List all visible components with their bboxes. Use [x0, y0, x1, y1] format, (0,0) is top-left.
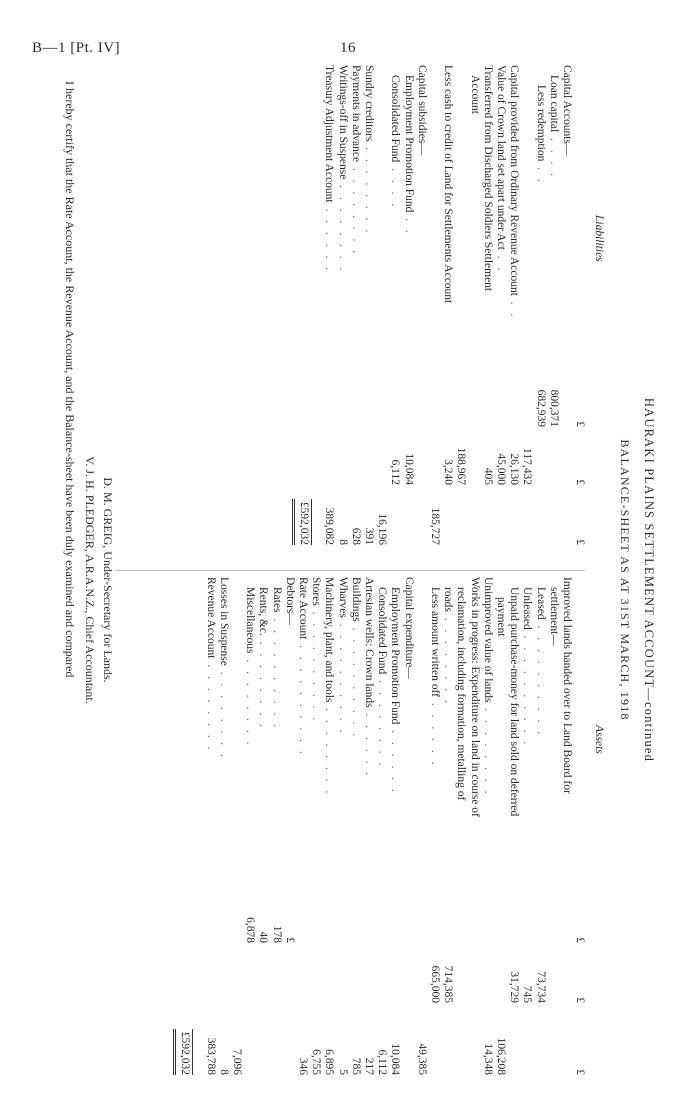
ledger-amount: 40 [257, 931, 270, 943]
leader-dots: . . . . . . . . [336, 179, 349, 274]
ledger-amount: 3,240 [442, 459, 455, 485]
leader-dots: . . . . . . . . [363, 141, 375, 236]
column-head-pound: £ [574, 1069, 587, 1075]
ledger-amount: 49,385 [415, 1043, 428, 1075]
ledger-row-label: Capital Accounts— [561, 65, 573, 156]
ledger-row-label: Employment Promotion Fund . . . . . . [389, 587, 402, 795]
ledger-row-label: Payments in advance . . . . . . . . [349, 65, 362, 257]
signature-under-secretary: D. M. GREIG, Under-Secretary for Lands. [101, 477, 115, 683]
ledger-row-label: Unpaid purchase-money for land sold on deferred [508, 587, 521, 817]
ledger-row-label: Miscellaneous . . . . . . . . [244, 587, 257, 748]
ledger-amount: 7,096 [231, 1049, 243, 1075]
ledger-row-label: Less amount written off . . . . . . [429, 587, 441, 768]
leader-dots: . . . . [547, 132, 560, 180]
leader-dots: . . . . . . [323, 202, 336, 274]
ledger-amount: £ [283, 937, 296, 943]
column-head-pound: £ [574, 997, 587, 1003]
certificate-line: I hereby certify that the Rate Account, the Revenue Account, and the Balance-sheet have been duly examined and compared [63, 81, 77, 678]
ledger-row-label: Consolidated Fund . . . . [389, 75, 402, 210]
ledger-amount: 31,729 [508, 971, 521, 1003]
total-rule [192, 1029, 193, 1075]
auditor-certificate [62, 65, 77, 1095]
leader-dots: . . . . . . . . . . [270, 612, 283, 731]
ledger-row-label: Losses in Suspense . . . . . . . . [217, 577, 230, 760]
ledger-row-label: Works in progress: Expenditure on land in course of [468, 577, 481, 817]
leader-dots: . . . . . . . . [204, 658, 217, 753]
leader-dots: . . . . . . . . . . [521, 629, 534, 748]
ledger-amount: 6,755 [310, 1049, 323, 1075]
leader-dots: . . [402, 212, 415, 236]
leader-dots: . . [495, 249, 507, 274]
ledger-amount: 106,208 [495, 1037, 507, 1075]
rotated-balance-sheet [45, 65, 655, 1095]
ledger-amount: 178 [270, 925, 283, 943]
ledger-row-label: Consolidated Fund . . . . . . . . [376, 587, 389, 769]
ledger-amount: 73,734 [534, 971, 547, 1003]
balance-total: £592,032 [298, 501, 311, 545]
leader-dots: . . . . . . . . [349, 162, 362, 257]
ledger-amount: 785 [349, 1057, 362, 1075]
leader-dots: . . . . [389, 162, 402, 210]
page-number: 16 [340, 40, 356, 56]
ledger-row-label: Debtors— [283, 577, 296, 625]
ledger-amount: 383,788 [204, 1037, 217, 1075]
leader-dots: . . . . . . . . . . [336, 617, 349, 736]
leader-dots: . . . . . . . . [442, 611, 455, 706]
leader-dots: . . [508, 295, 521, 320]
ledger-amount: 117,432 [521, 448, 534, 485]
ledger-amount: 5 [336, 1069, 349, 1075]
leader-dots: . . [534, 161, 547, 185]
ledger-row-label: Writings-off in Suspense . . . . . . . . [336, 65, 349, 274]
ledger-row-label: Machinery, plant, and tools . . . . . . . . [323, 577, 336, 797]
ledger-row-label: payment [495, 597, 507, 637]
assets-heading: Assets [593, 725, 605, 754]
ledger-row-label: settlement— [547, 587, 560, 646]
ledger-amount: 389,082 [323, 507, 336, 545]
ledger-row-label: Stores . . . . . . . . . . [310, 577, 323, 724]
ledger-amount: 8 [217, 1069, 230, 1075]
leader-dots: . . . . . . . . [217, 665, 230, 760]
ledger-amount: 405 [481, 467, 494, 485]
leader-dots: . . . . . . . . . . [297, 639, 309, 757]
total-double-rule [292, 499, 295, 545]
ledger-row-label: Sundry creditors . . . . . . . . [363, 65, 375, 236]
ledger-row-label: Loan capital . . . . [547, 75, 560, 180]
liabilities-heading: Liabilities [593, 215, 605, 262]
ledger-amount: 185,727 [429, 507, 441, 545]
ledger-amount: 346 [297, 1057, 309, 1075]
ledger-row-label: Transferred from Discharged Soldiers Settlement [481, 65, 494, 292]
ledger-amount: 26,130 [508, 453, 521, 485]
leader-dots: . . . . . . . . . . [349, 621, 362, 740]
page-reference: B—1 [Pt. IV] [32, 40, 121, 56]
ledger-amount: 16,196 [376, 513, 389, 545]
leader-dots: . . . . . . . . [244, 653, 257, 748]
ledger-row-label: Rents, &c. . . . . . . . . [257, 587, 270, 730]
ledger-row-label: Capital expenditure— [402, 577, 415, 679]
ledger-amount: 628 [349, 527, 362, 545]
document-subtitle: BALANCE-SHEET AS AT 31ST MARCH, 1918 [618, 439, 632, 721]
ledger-row-label: Leased . . . . . . . . . . [534, 587, 547, 738]
ledger-row-label: Employment Promotion Fund . . [402, 75, 415, 236]
ledger-amount: 45,000 [495, 453, 507, 485]
ledger-row-label: Rate Account . . . . . . . . . . [297, 577, 309, 757]
ledger-row-label: Improved lands handed over to Land Board for [561, 577, 573, 794]
leader-dots: . . . . . . . . [257, 635, 270, 730]
leader-dots: . . . . . . [363, 707, 375, 779]
leader-dots: . . . . . . . . [376, 674, 389, 769]
ledger-amount: 10,084 [389, 1043, 402, 1075]
ledger-amount: 391 [363, 527, 375, 545]
column-head-pound: £ [574, 539, 587, 545]
column-head-pound: £ [574, 479, 587, 485]
ledger-amount: 14,348 [481, 1043, 494, 1075]
ledger-row-label: Less redemption . . [534, 85, 547, 185]
column-head-pound: £ [574, 421, 587, 427]
ledger-amount: 8 [336, 539, 349, 545]
leader-dots: . . . . . . . . . . [310, 605, 323, 724]
ledger-row-label: Capital subsidies— [415, 65, 428, 155]
ledger-row-label: Artesian wells: Crown lands . . . . . . [363, 577, 375, 779]
ledger-row-label: Unimproved value of lands . . . . . . . . [481, 577, 494, 797]
ledger-row-label: reclamation, including formation, metalling of [455, 587, 468, 801]
ledger-row-label: Unleased . . . . . . . . . . [521, 587, 534, 748]
ledger-amount: 188,967 [455, 447, 468, 485]
ledger-row-label: Wharves . . . . . . . . . . [336, 577, 349, 736]
signature-chief-accountant: V. J. H. PLEDGER, A.R.A.N.Z., Chief Accountant. [83, 456, 97, 704]
ledger-amount: 665,000 [429, 965, 441, 1003]
total-double-rule [173, 1029, 176, 1075]
ledger-amount: 6,112 [389, 459, 402, 485]
leader-dots: . . . . . . . . [481, 702, 494, 797]
ledger-row-label: Account [468, 75, 481, 114]
ledger-row-label: Buildings . . . . . . . . . . [349, 577, 362, 740]
ledger-row-label: Treasury Adjustment Account . . . . . . [323, 65, 336, 274]
ledger-amount: 6,112 [376, 1049, 389, 1075]
total-rule [311, 499, 312, 545]
ledger-row-label: Rates . . . . . . . . . . [270, 587, 283, 731]
ledger-amount: 745 [521, 985, 534, 1003]
leader-dots: . . . . . . . . . . [534, 619, 547, 738]
ledger-row-label: Revenue Account . . . . . . . . [204, 577, 217, 753]
ledger-amount: 6,895 [323, 1049, 336, 1075]
ledger-amount: 6,878 [244, 917, 257, 943]
ledger-row-label: roads . . . . . . . . [442, 587, 455, 706]
column-divider [115, 570, 585, 571]
ledger-row-label: Capital provided from Ordinary Revenue Account . . [508, 65, 521, 320]
leader-dots: . . . . . . [429, 696, 441, 768]
ledger-amount: 682,939 [534, 389, 547, 427]
ledger-amount: 800,371 [547, 389, 560, 427]
leader-dots: . . . . . . [389, 724, 402, 795]
ledger-row-label: Less cash to credit of Land for Settlements Account [442, 65, 455, 304]
column-head-pound: £ [574, 937, 587, 943]
ledger-amount: 10,084 [402, 453, 415, 485]
document-title: HAURAKI PLAINS SETTLEMENT ACCOUNT—continued [642, 397, 656, 763]
leader-dots: . . . . . . . . [323, 702, 336, 797]
ledger-row-label: Value of Crown land set apart under Act . . [495, 65, 507, 274]
ledger-amount: 714,385 [442, 965, 455, 1003]
ledger-amount: 217 [363, 1057, 375, 1075]
balance-total: £592,032 [179, 1031, 192, 1075]
